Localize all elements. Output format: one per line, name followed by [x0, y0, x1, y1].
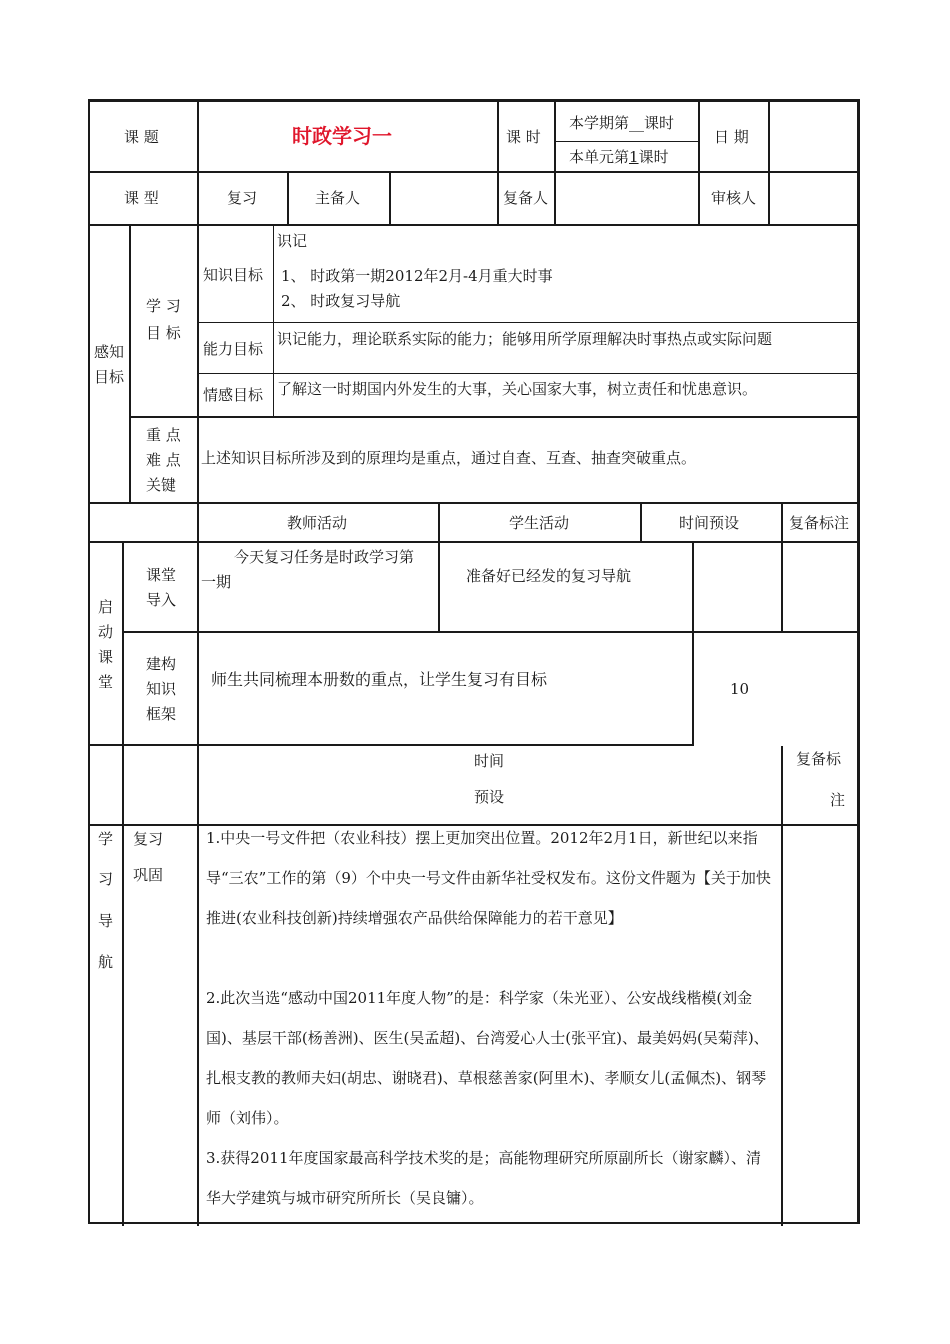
rule	[692, 541, 694, 746]
period-label: 课 时	[506, 128, 541, 146]
rule	[857, 99, 860, 1224]
rule	[768, 99, 770, 226]
period-unit-prefix: 本单元第	[569, 148, 630, 166]
type-label: 课 型	[124, 189, 159, 207]
rule	[129, 224, 131, 504]
learning-goals-label: 目 标	[146, 324, 181, 342]
period-unit-number: 1	[629, 148, 639, 166]
framework-label: 知识	[146, 680, 177, 698]
guide-label-char: 习	[98, 870, 114, 888]
period-semester-blank: __	[629, 114, 645, 132]
rule	[273, 224, 274, 418]
knowledge-goal-label: 知识目标	[203, 266, 264, 284]
knowledge-item: 1、 时政第一期2012年2月-4月重大时事	[281, 267, 553, 285]
guide-time-header: 时间	[474, 752, 505, 770]
guide-label-char: 学	[98, 830, 114, 848]
framework-label: 框架	[146, 705, 177, 723]
date-label: 日 期	[714, 128, 749, 146]
rule	[497, 99, 499, 226]
rule	[781, 746, 783, 1226]
guide-paragraph-2: 2.此次当选“感动中国2011年度人物”的是：科学家（朱光亚）、公安战线楷模(刘金国)、基层干部(杨善洲)、医生(吴孟超)、台湾爱心人士(张平宜)、最美妈妈(吴菊萍)、扎根支教的教师夫妇(胡忠、谢晓君)、草根慈善家(阿里木)、孝顺女儿(孟佩杰)、钢琴师（刘伟）。	[206, 989, 769, 1127]
key-points-label: 关键	[146, 476, 177, 494]
rule	[88, 541, 860, 543]
rule	[555, 141, 699, 142]
ability-goal-label: 能力目标	[203, 340, 264, 358]
rule	[122, 541, 124, 1226]
rule	[88, 1222, 860, 1224]
startup-label-char: 堂	[98, 673, 114, 691]
period-unit-suffix: 课时	[638, 148, 669, 166]
teacher-activity-header: 教师活动	[287, 514, 348, 532]
guide-notes-header: 复备标	[796, 750, 842, 768]
startup-label-char: 启	[98, 598, 114, 616]
learning-goals-label: 学 习	[146, 297, 181, 315]
topic-title: 时政学习一	[292, 124, 392, 148]
startup-label-char: 课	[98, 648, 114, 666]
rule	[122, 631, 860, 633]
rule	[781, 502, 783, 543]
period-semester	[569, 114, 674, 132]
period-semester-suffix: 课时	[644, 114, 675, 132]
rule	[88, 99, 860, 102]
framework-text: 师生共同梳理本册数的重点，让学生复习有目标	[211, 670, 548, 689]
intro-teacher-text: 今天复习任务是时政学习第	[234, 548, 415, 566]
framework-label: 建构	[146, 655, 177, 673]
guide-label-char: 导	[98, 912, 114, 930]
rule	[88, 224, 860, 226]
topic-label: 课 题	[124, 128, 159, 146]
intro-label: 导入	[146, 591, 177, 609]
emotion-goal-text: 了解这一时期国内外发生的大事，关心国家大事，树立责任和忧患意识。	[277, 380, 758, 398]
rule	[698, 99, 700, 226]
rule	[198, 373, 860, 374]
rule	[438, 502, 440, 543]
intro-student-text: 准备好已经发的复习导航	[466, 567, 632, 585]
ability-goal-text: 识记能力，理论联系实际的能力；能够用所学原理解决时事热点或实际问题	[277, 330, 773, 348]
rule	[640, 502, 642, 543]
rule	[88, 99, 90, 1224]
rule	[197, 224, 199, 504]
rule	[554, 99, 556, 226]
rule	[88, 502, 860, 504]
intro-teacher-text: 一期	[201, 573, 232, 591]
rule	[129, 416, 860, 418]
rule	[197, 99, 199, 226]
framework-time: 10	[730, 680, 750, 698]
knowledge-heading: 识记	[277, 232, 308, 250]
goals-section-label: 感知	[94, 343, 125, 361]
review-notes-header: 复备标注	[789, 514, 850, 532]
rule	[198, 322, 860, 323]
intro-label: 课堂	[146, 566, 177, 584]
emotion-goal-label: 情感目标	[203, 386, 264, 404]
key-points-label: 重 点	[146, 426, 181, 444]
rule	[781, 541, 783, 633]
rule	[197, 502, 199, 543]
startup-label-char: 动	[98, 623, 114, 641]
guide-sub-label: 巩固	[133, 866, 164, 884]
rule	[88, 744, 694, 746]
guide-paragraph-3: 3.获得2011年度国家最高科学技术奖的是；高能物理研究所原副所长（谢家麟）、清华大学建筑与城市研究所所长（吴良镛）。	[206, 1149, 761, 1207]
rule	[88, 171, 860, 173]
student-activity-header: 学生活动	[509, 514, 570, 532]
reviewer-label: 审核人	[711, 189, 757, 207]
key-points-text: 上述知识目标所涉及到的原理均是重点，通过自查、互查、抽查突破重点。	[201, 449, 697, 467]
key-points-label: 难 点	[146, 451, 181, 469]
review-prep-label: 复备人	[503, 189, 549, 207]
main-prep-label: 主备人	[315, 189, 361, 207]
guide-label-char: 航	[98, 953, 114, 971]
guide-paragraph-1: 1.中央一号文件把（农业科技）摆上更加突出位置。2012年2月1日，新世纪以来指导“三农”工作的第（9）个中央一号文件由新华社受权发布。这份文件题为【关于加快推进(农业科技创新)持续增强农产品供给保障能力的若干意见】	[206, 829, 771, 927]
period-semester-prefix: 本学期第	[569, 114, 630, 132]
type-value: 复习	[227, 189, 258, 207]
guide-time-header: 预设	[474, 788, 505, 806]
time-preset-header: 时间预设	[679, 514, 740, 532]
guide-notes-header: 注	[830, 791, 846, 809]
rule	[438, 541, 440, 633]
period-unit	[569, 148, 669, 166]
knowledge-item: 2、 时政复习导航	[281, 292, 401, 310]
goals-section-label: 目标	[94, 368, 125, 386]
rule	[389, 171, 391, 226]
rule	[197, 541, 199, 1226]
guide-sub-label: 复习	[133, 830, 164, 848]
rule	[287, 171, 289, 226]
